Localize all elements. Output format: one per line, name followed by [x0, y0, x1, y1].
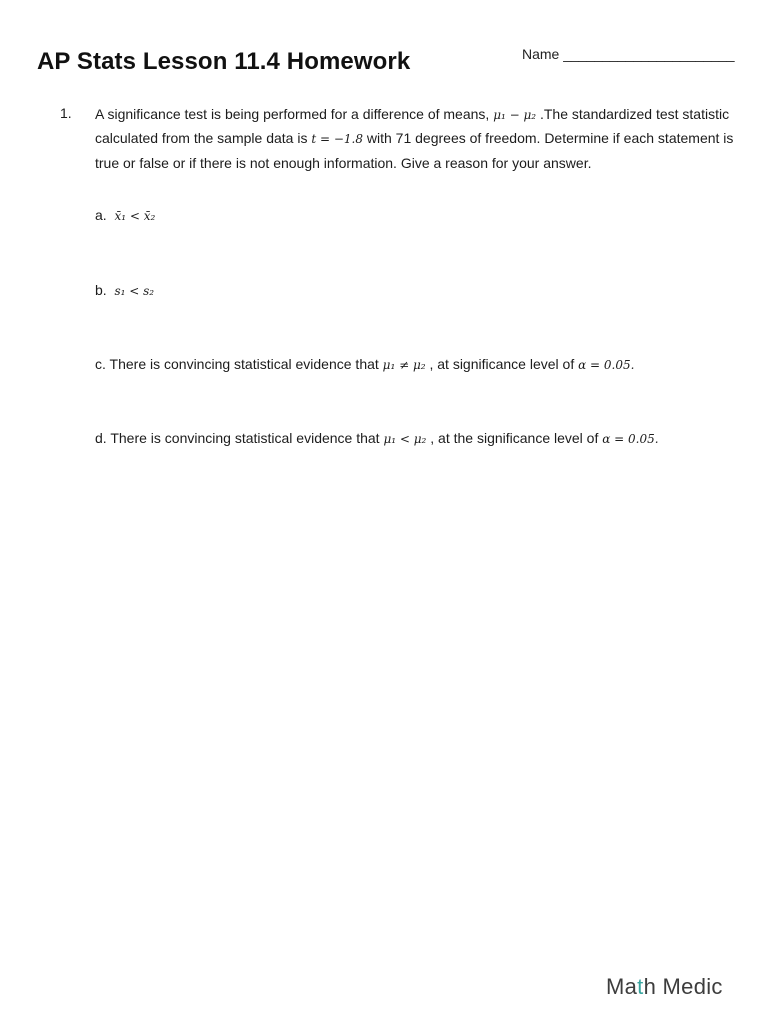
part-b-label: b.: [95, 282, 107, 298]
part-c: [95, 356, 634, 372]
part-d-label: d.: [95, 430, 107, 446]
page-title: AP Stats Lesson 11.4 Homework: [37, 48, 411, 75]
logo-accent: t: [637, 974, 644, 999]
part-c-alpha: α = 0.05.: [578, 358, 635, 372]
part-b-math: s₁ < s₂: [114, 284, 155, 298]
logo-text-1: Ma: [606, 974, 638, 999]
prompt-text-2: .The standardized test statistic calculated from the sample data is: [95, 106, 730, 147]
question-prompt: [95, 103, 735, 175]
prompt-math-t-statistic: t = −1.8: [311, 132, 363, 147]
prompt-math-difference: μ₁ − μ₂: [493, 108, 537, 122]
question-number: 1.: [60, 105, 72, 121]
part-d: [95, 430, 659, 446]
name-field: Name ______________________: [522, 46, 735, 62]
part-c-label: c.: [95, 356, 106, 372]
prompt-text-3: with 71 degrees of freedom. Determine if each statement is true or false or if there is not enough information. Give a reason for your answer.: [95, 130, 734, 171]
part-a-math: x̄₁ < x̄₂: [114, 209, 156, 223]
part-b: [95, 282, 154, 298]
part-d-alpha: α = 0.05.: [602, 432, 659, 446]
part-c-text-1: There is convincing statistical evidence that: [109, 356, 383, 372]
part-d-text-1: There is convincing statistical evidence that: [110, 430, 384, 446]
logo-text-2: h Medic: [643, 974, 723, 999]
part-c-math: μ₁ ≠ μ₂: [382, 358, 426, 372]
prompt-text-1: A significance test is being performed for a difference of means,: [95, 106, 494, 122]
part-d-text-2: , at the significance level of: [426, 430, 603, 446]
math-medic-logo: [606, 974, 723, 1000]
part-a-label: a.: [95, 207, 107, 223]
part-a: [95, 207, 155, 223]
part-c-text-2: , at significance level of: [425, 356, 579, 372]
part-d-math: μ₁ < μ₂: [383, 432, 427, 446]
